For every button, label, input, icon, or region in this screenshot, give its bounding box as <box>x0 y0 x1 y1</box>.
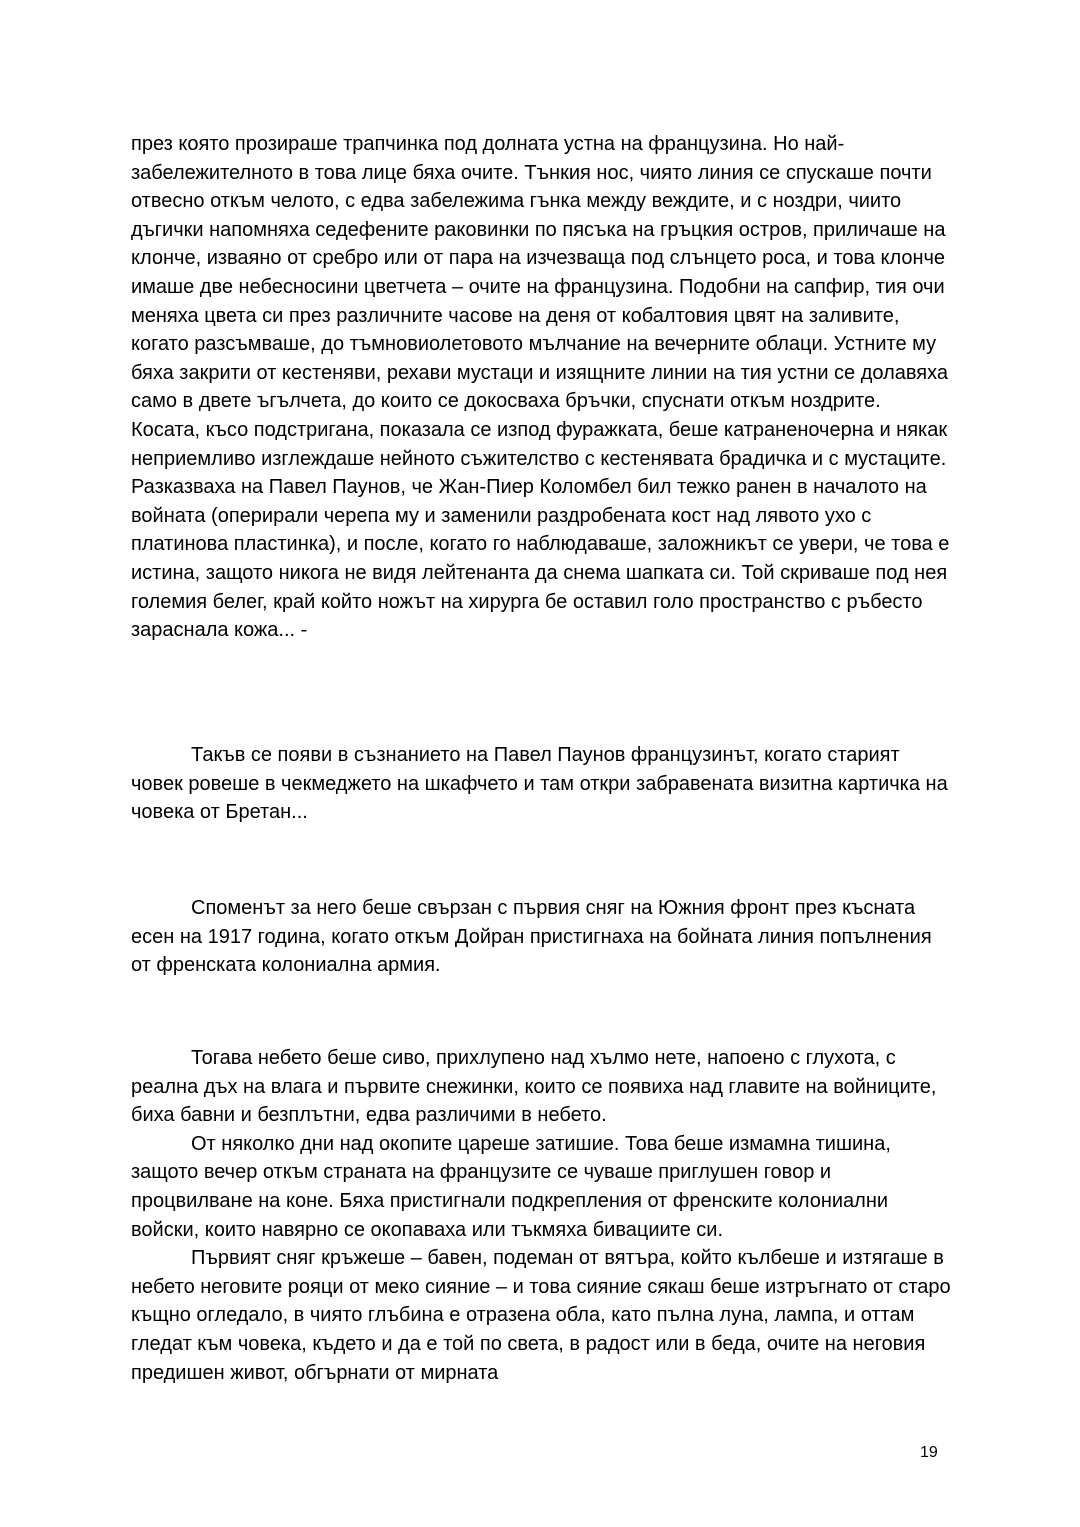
paragraph-3: Споменът за него беше свързан с първия сняг на Южния фронт през късната есен на 1917 година, когато откъм Дойран пристигнаха на бойната линия попълнения от френската колониална армия. <box>131 897 932 977</box>
text-section-3 <box>131 894 951 980</box>
paragraph-6: Първият сняг кръжеше – бавен, подеман от вятъра, който кълбеше и изтягаше в небето неговите рояци от меко сияние – и това сияние сякаш беше изтръгнато от старо къщно огледало, в чиято глъбина е отразена обла, като пълна луна, лампа, и оттам гледат към човека, където и да е той по света, в радост или в беда, очите на неговия предишен живот, обгърнати от мирната <box>131 1247 951 1384</box>
paragraph-1: през която прозираше трапчинка под долната устна на французина. Но най-забележителното в това лице бяха очите. Тънкия нос, чиято линия се спускаше почти отвесно откъм челото, с едва забележима гънка между веждите, и с ноздри, чиито дъгички напомняха седефените раковинки по пясъка на гръцкия остров, приличаше на клонче, изваяно от сребро или от пара на изчезваща под слънцето роса, и това клонче имаше две небесносини цветчета – очите на французина. Подобни на сапфир, тия очи меняха цвета си през различните часове на деня от кобалтовия цвят на заливите, когато разсъмваше, до тъмновиолетовото мълчание на вечерните облаци. Устните му бяха закрити от кестеняви, рехави мустаци и изящните линии на тия устни се долавяха само в двете ъгълчета, до които се докосваха бръчки, спуснати откъм ноздрите. Косата, късо подстригана, показала се изпод фуражката, беше катраненочерна и някак неприемливо изглеждаше нейното съжителство с кестенявата брадичка и с мустаците. Разказваха на Павел Паунов, че Жан-Пиер Коломбел бил тежко ранен в началото на войната (оперирали черепа му и заменили раздробената кост над лявото ухо с платинова пластинка), и после, когато го наблюдаваше, заложникът се увери, че това е истина, защото никога не видя лейтенанта да снема шапката си. Той скриваше под нея големия белег, край който ножът на хирурга бе оставил голо пространство с ръбесто зараснала кожа... - <box>131 133 950 642</box>
text-section-4 <box>131 1044 951 1387</box>
page-number: 19 <box>920 1444 938 1461</box>
text-section-1 <box>131 130 951 645</box>
text-section-2 <box>131 741 951 827</box>
paragraph-2: Такъв се появи в съзнанието на Павел Паунов французинът, когато старият човек ровеше в чекмеджето на шкафчето и там откри забравената визитна картичка на човека от Бретан... <box>131 744 948 824</box>
paragraph-5: От няколко дни над окопите цареше затишие. Това беше измамна тишина, защото вечер откъм страната на французите се чуваше приглушен говор и процвилване на коне. Бяха пристигнали подкрепления от френските колониални войски, които навярно се окопаваха или тъкмяха бивациите си. <box>131 1132 891 1241</box>
paragraph-4: Тогава небето беше сиво, прихлупено над хълмо нете, напоено с глухота, с реална дъх на влага и първите снежинки, които се появиха над главите на войниците, биха бавни и безплътни, едва различими в небето. <box>131 1047 937 1127</box>
